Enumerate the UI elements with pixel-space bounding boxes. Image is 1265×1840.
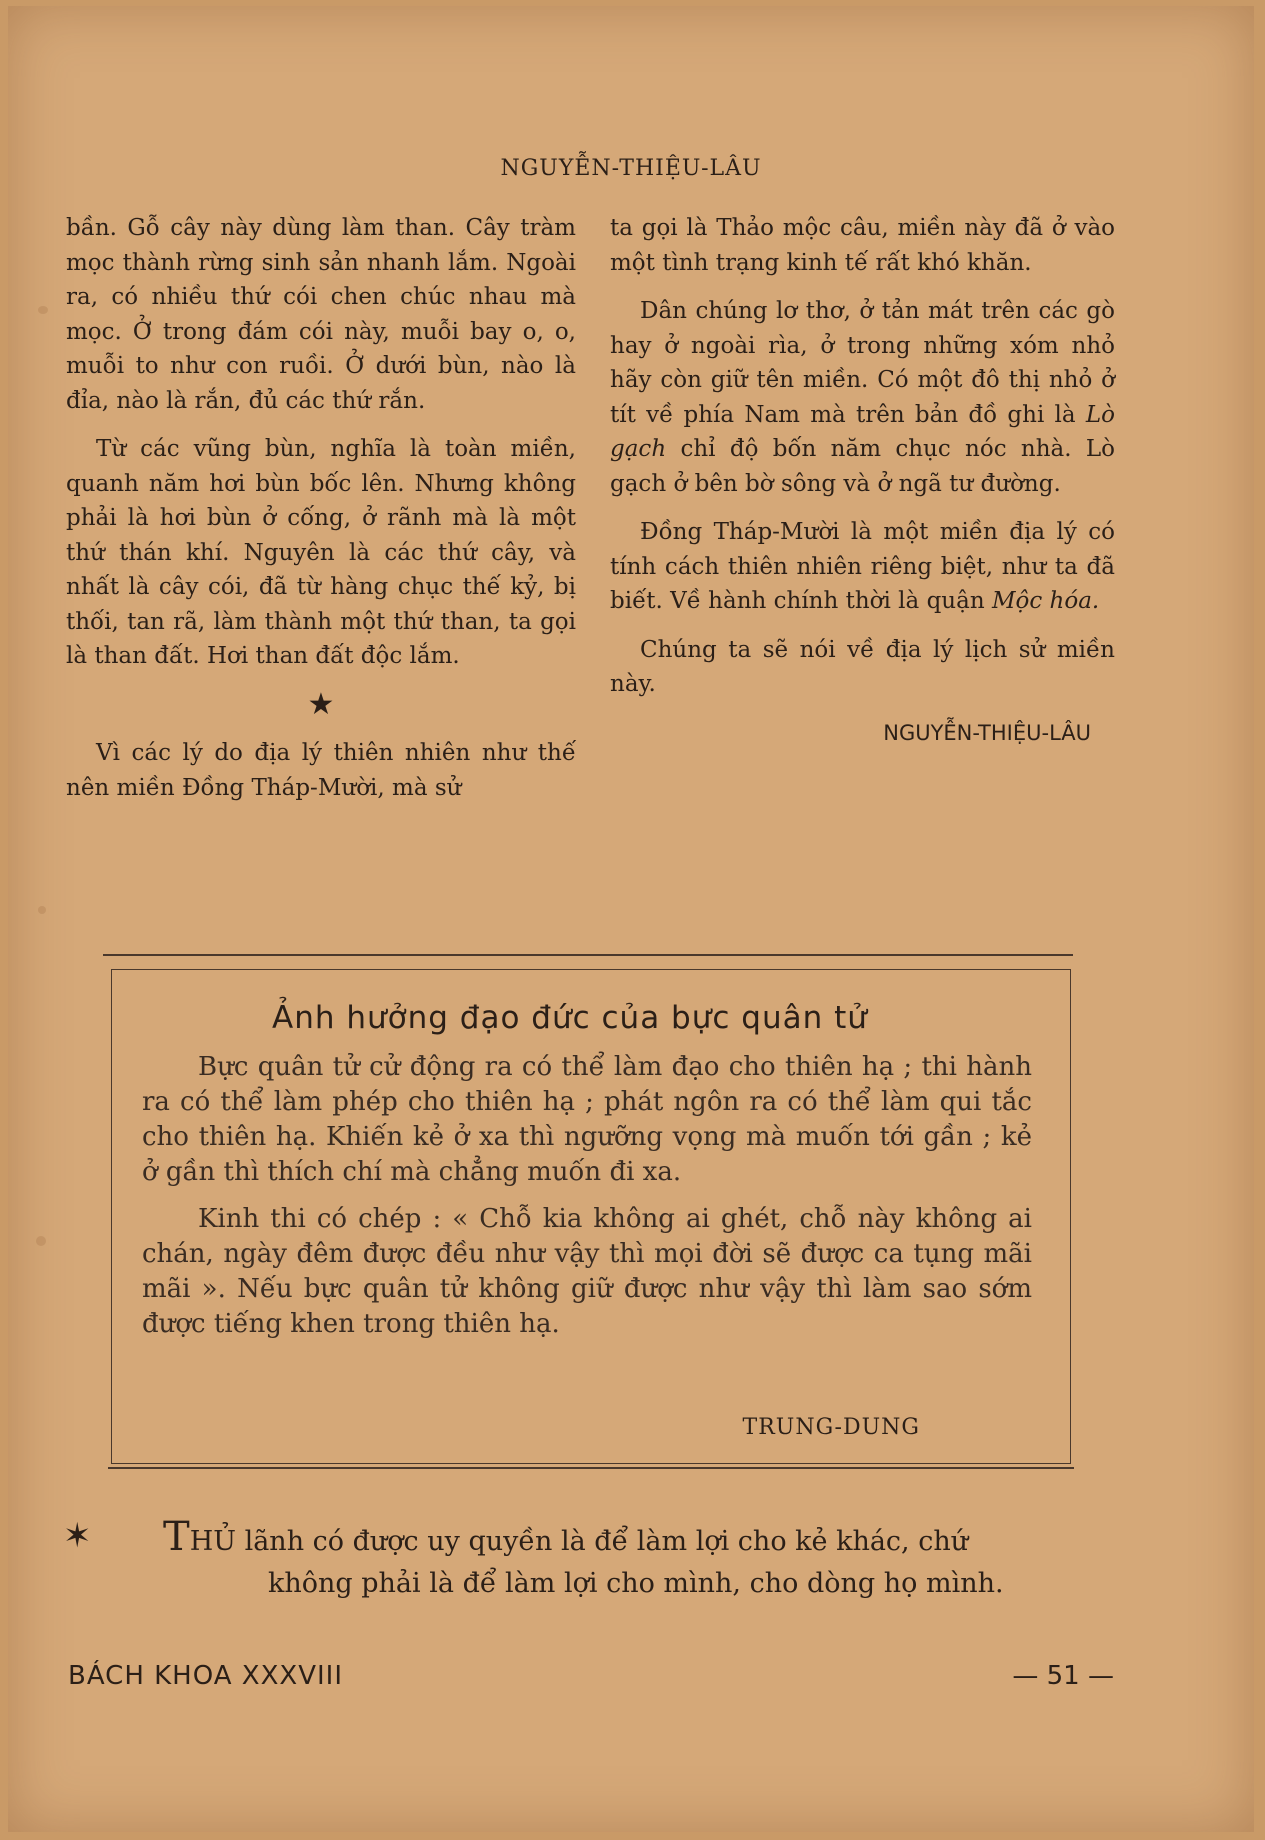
box-title: Ảnh hưởng đạo đức của bực quân tử <box>272 1000 868 1036</box>
maxim-dropcap: T <box>163 1514 190 1560</box>
right-paragraph-text: chỉ độ bốn năm chục nóc nhà. Lò gạch ở bên bờ sông và ở ngã tư đường. <box>610 436 1115 497</box>
right-paragraph-text: Dân chúng lơ thơ, ở tản mát trên các gò hay ở ngoài rìa, ở trong những xóm nhỏ hãy còn giữ tên miền. Có một đô thị nhỏ ở tít về phía Nam mà trên bản đồ ghi là <box>610 298 1115 428</box>
paper-stain <box>38 306 48 314</box>
right-paragraph: Chúng ta sẽ nói về địa lý lịch sử miền này. <box>610 636 1115 697</box>
right-paragraph <box>610 515 1115 619</box>
running-head: NGUYỄN-THIỆU-LÂU <box>500 156 762 181</box>
box-body <box>142 1050 1032 1354</box>
quote-box <box>111 969 1071 1464</box>
left-paragraph: bần. Gỗ cây này dùng làm than. Cây tràm mọc thành rừng sinh sản nhanh lắm. Ngoài ra, có nhiều thứ cói chen chúc nhau mà mọc. Ở trong đám cói này, muỗi bay o, o, muỗi to như con ruồi. Ở dưới bùn, nào là đỉa, nào là rắn, đủ các thứ rắn. <box>66 215 576 414</box>
district-name-italic: Mộc hóa. <box>991 588 1100 614</box>
box-paragraph: Kinh thi có chép : « Chỗ kia không ai ghét, chỗ này không ai chán, ngày đêm được đều như vậy thì mọi đời sẽ được ca tụng mãi mãi ». Nếu bực quân tử không giữ được như vậy thì làm sao sớm được tiếng khen trong thiên hạ. <box>142 1204 1032 1339</box>
right-paragraph <box>610 294 1115 501</box>
page <box>8 6 1254 1832</box>
right-column <box>610 211 1115 764</box>
right-paragraph: ta gọi là Thảo mộc câu, miền này đã ở vào một tình trạng kinh tế rất khó khăn. <box>610 215 1115 276</box>
maxim-line <box>163 1516 1113 1563</box>
paper-stain <box>38 906 46 914</box>
footer-publication: BÁCH KHOA XXXVIII <box>68 1661 344 1691</box>
box-rule-bottom <box>108 1467 1074 1469</box>
maxim <box>163 1516 1113 1605</box>
author-signature: NGUYỄN-THIỆU-LÂU <box>883 720 1091 745</box>
paper-stain <box>36 1236 46 1246</box>
right-paragraph-text: Đồng Tháp-Mười là một miền địa lý có tính cách thiên nhiên riêng biệt, như ta đã biết. Về hành chính thời là quận <box>610 519 1115 614</box>
box-rule-top <box>103 954 1073 956</box>
page-number: — 51 — <box>1012 1661 1114 1691</box>
maxim-text: HỦ lãnh có được uy quyền là để làm lợi cho kẻ khác, chứ <box>189 1526 969 1557</box>
left-paragraph: Vì các lý do địa lý thiên nhiên như thế nên miền Đồng Tháp-Mười, mà sử <box>66 740 576 801</box>
box-paragraph: Bực quân tử cử động ra có thể làm đạo cho thiên hạ ; thi hành ra có thể làm phép cho thiên hạ ; phát ngôn ra có thể làm qui tắc cho thiên hạ. Khiến kẻ ở xa thì ngưỡng vọng mà muốn tới gần ; kẻ ở gần thì thích chí mà chẳng muốn đi xa. <box>142 1052 1032 1187</box>
maxim-star-icon: ✶ <box>63 1516 92 1556</box>
place-name-italic: Lò gạch <box>610 401 1115 462</box>
box-signature: TRUNG-DUNG <box>742 1415 920 1440</box>
left-paragraph: Từ các vũng bùn, nghĩa là toàn miền, quanh năm hơi bùn bốc lên. Nhưng không phải là hơi bùn ở cống, ở rãnh mà là một thứ thán khí. Nguyên là các thứ cây, và nhất là cây cói, đã từ hàng chục thế kỷ, bị thối, tan rã, làm thành một thứ than, ta gọi là than đất. Hơi than đất độc lắm. <box>66 436 576 669</box>
maxim-line: không phải là để làm lợi cho mình, cho dòng họ mình. <box>268 1568 1004 1599</box>
star-separator: ★ <box>307 686 335 722</box>
left-column <box>66 211 576 819</box>
